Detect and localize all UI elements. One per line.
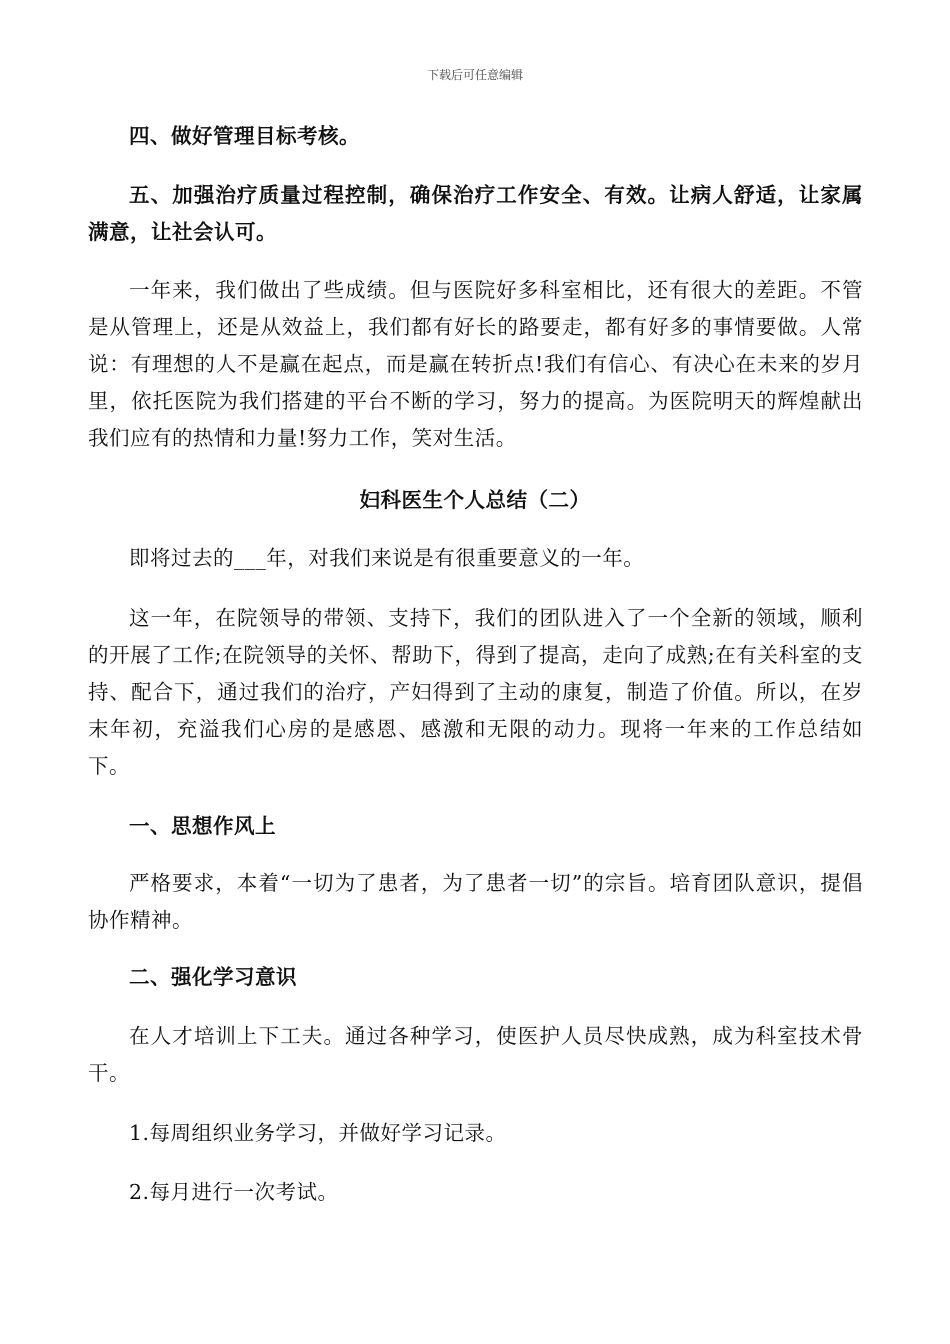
paragraph-year-review: 这一年，在院领导的带领、支持下，我们的团队进入了一个全新的领域，顺利的开展了工作;在院领导的关怀、帮助下，得到了提高，走向了成熟;在有关科室的支持、配合下，通过我们的治疗，产妇得到了主动的康复，制造了价值。所以，在岁末年初，充溢我们心房的是感恩、感激和无限的动力。现将一年来的工作总结如下。 (88, 606, 863, 778)
document-title-2: 妇科医生个人总结（二） (359, 488, 591, 512)
heading-learning: 二、强化学习意识 (129, 965, 297, 989)
section-4-heading: 四、做好管理目标考核。 (129, 124, 360, 148)
heading-thought-style: 一、思想作风上 (129, 814, 276, 838)
paragraph-intro: 即将过去的___年，对我们来说是有很重要意义的一年。 (129, 546, 645, 570)
page-header: 下载后可任意编辑 (426, 68, 523, 82)
section-5-heading: 五、加强治疗质量过程控制，确保治疗工作安全、有效。让病人舒适，让家属满意，让社会认可。 (88, 183, 863, 244)
list-item-1: 1.每周组织业务学习，并做好学习记录。 (129, 1121, 507, 1145)
list-item-2: 2.每月进行一次考试。 (129, 1180, 339, 1204)
paragraph-training: 在人才培训上下工夫。通过各种学习，使医护人员尽快成熟，成为科室技术骨干。 (88, 1024, 863, 1085)
paragraph-summary: 一年来，我们做出了些成绩。但与医院好多科室相比，还有很大的差距。不管是从管理上，还是从效益上，我们都有好长的路要走，都有好多的事情要做。人常说：有理想的人不是赢在起点，而是赢在转折点!我们有信心、有决心在未来的岁月里，依托医院为我们搭建的平台不断的学习，努力的提高。为医院明天的辉煌献出我们应有的热情和力量!努力工作，笑对生活。 (88, 278, 863, 450)
paragraph-requirements: 严格要求，本着“一切为了患者，为了患者一切”的宗旨。培育团队意识，提倡协作精神。 (88, 871, 863, 932)
